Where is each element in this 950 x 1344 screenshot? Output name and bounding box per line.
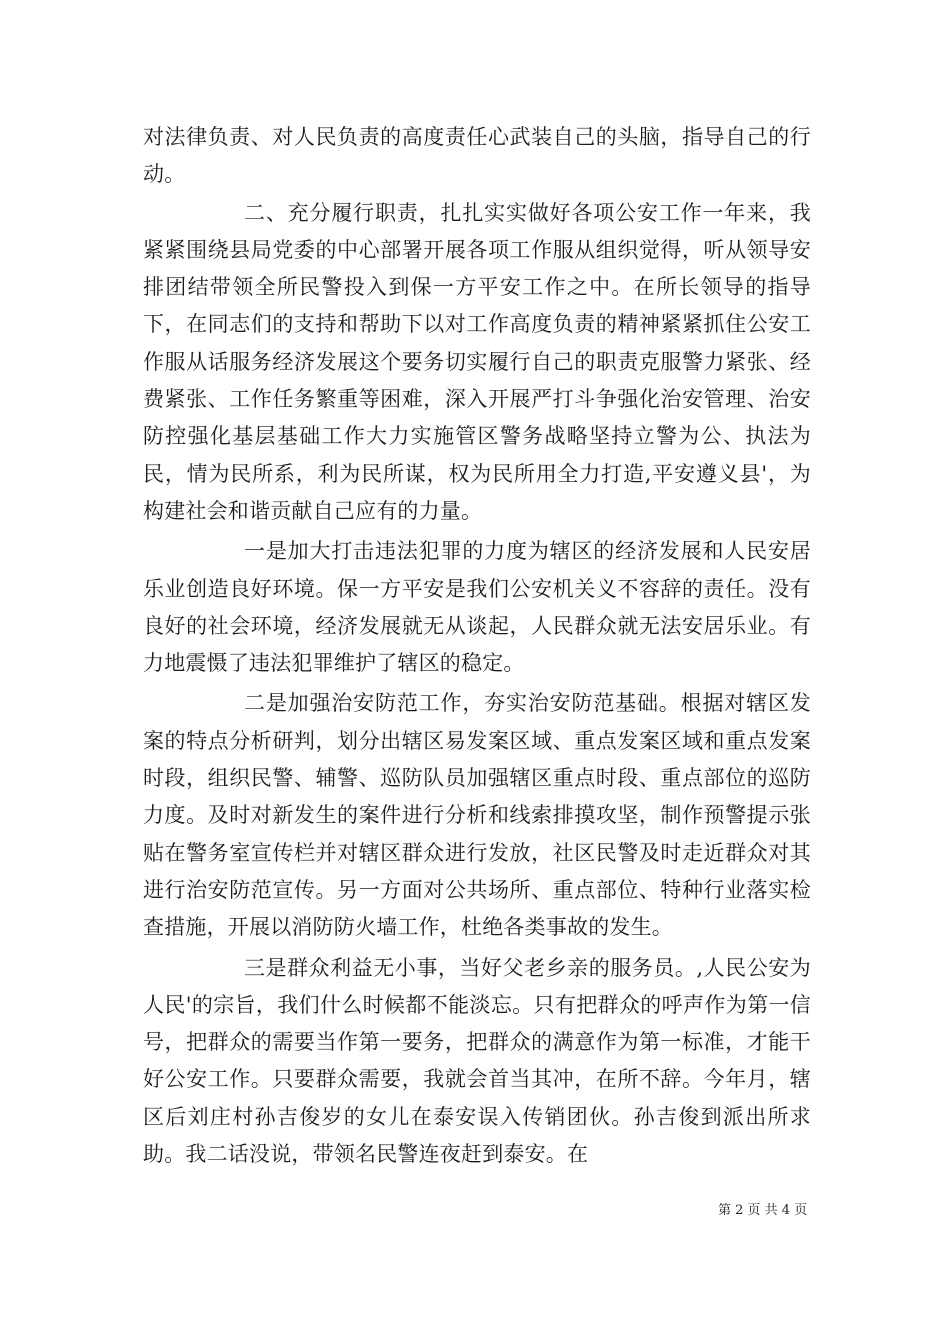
paragraph-section-two: 二、充分履行职责，扎扎实实做好各项公安工作一年来，我紧紧围绕县局党委的中心部署开展各项工作服从组织觉得，听从领导安排团结带领全所民警投入到保一方平安工作之中。在所长领导的指导下，在同志们的支持和帮助下以对工作高度负责的精神紧紧抓住公安工作服从话服务经济发展这个要务切实履行自己的职责克服警力紧张、经费紧张、工作任务繁重等困难，深入开展严打斗争强化治安管理、治安防控强化基层基础工作大力实施管区警务战略坚持立警为公、执法为民，情为民所系，利为民所谋，权为民所用全力打造,平安遵义县'，为构建社会和谐贡献自己应有的力量。 bbox=[143, 200, 811, 523]
paragraph-point-two: 二是加强治安防范工作，夯实治安防范基础。根据对辖区发案的特点分析研判，划分出辖区易发案区域、重点发案区域和重点发案时段，组织民警、辅警、巡防队员加强辖区重点时段、重点部位的巡防力度。及时对新发生的案件进行分析和线索排摸攻坚，制作预警提示张贴在警务室宣传栏并对辖区群众进行发放，社区民警及时走近群众对其进行治安防范宣传。另一方面对公共场所、重点部位、特种行业落实检查措施，开展以消防防火墙工作，杜绝各类事故的发生。 bbox=[143, 691, 811, 940]
page-number-footer: 第 2 页 共 4 页 bbox=[718, 1203, 808, 1218]
paragraph-point-three: 三是群众利益无小事，当好父老乡亲的服务员。,人民公安为人民'的宗旨，我们什么时候都不能淡忘。只有把群众的呼声作为第一信号，把群众的需要当作第一要务，把群众的满意作为第一标准，才能干好公安工作。只要群众需要，我就会首当其冲，在所不辞。今年月，辖区后刘庄村孙吉俊岁的女儿在泰安误入传销团伙。孙吉俊到派出所求助。我二话没说，带领名民警连夜赶到泰安。在 bbox=[143, 955, 811, 1167]
paragraph-continuation: 对法律负责、对人民负责的高度责任心武装自己的头脑，指导自己的行动。 bbox=[143, 125, 811, 187]
document-body bbox=[143, 119, 811, 1173]
paragraph-point-one: 一是加大打击违法犯罪的力度为辖区的经济发展和人民安居乐业创造良好环境。保一方平安是我们公安机关义不容辞的责任。没有良好的社会环境，经济发展就无从谈起，人民群众就无法安居乐业。有力地震慑了违法犯罪维护了辖区的稳定。 bbox=[143, 539, 811, 676]
